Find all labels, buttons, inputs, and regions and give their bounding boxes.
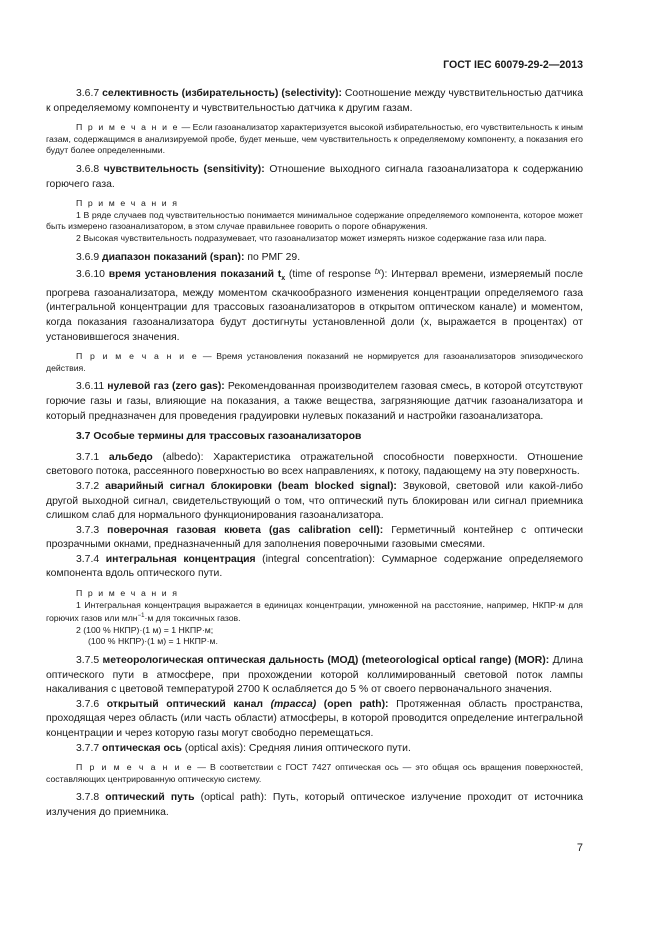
clause-number: 3.7.1 <box>76 451 100 463</box>
definition: Длина оптического пути в атмосфере, при прохождении которой коллимированный световой поток лампы накаливания с цветовой температурой 2700 К ослабляется до 5 % от своего первоначального значения. <box>46 654 584 696</box>
clause-3-7-2 <box>46 480 583 524</box>
notes-label: П р и м е ч а н и я <box>76 588 179 599</box>
term: оптический путь <box>105 792 195 804</box>
definition: (optical axis): Средняя линия оптического пути. <box>181 742 411 754</box>
clause-3-7-5 <box>46 654 583 698</box>
document-body <box>46 87 583 820</box>
note-text: — В соответствии с ГОСТ 7427 оптическая ось — это общая ось вращения поверхностей, составляющих центрированную оптическую систему. <box>46 762 584 784</box>
term: метеорологическая оптическая дальность (МОД) (meteorological optical range) (MOR): <box>102 654 550 666</box>
clause-3-7-1 <box>46 451 583 480</box>
note-label: П р и м е ч а н и е <box>76 122 180 133</box>
definition: Герметичный контейнер с оптически прозрачными окнами, предназначенный для заполнения поверочными газовыми смесями. <box>46 524 584 551</box>
term-alternative: (трасса) <box>263 698 317 710</box>
term: нулевой газ (zero gas): <box>107 381 225 393</box>
note-text: ·м для токсичных газов. <box>144 613 241 624</box>
clause-number: 3.7.4 <box>76 553 100 565</box>
term: селективность (избирательность) (selectivity): <box>102 88 342 99</box>
term: аварийный сигнал блокировки (beam blocked signal): <box>105 480 397 492</box>
clause-3-6-10 <box>46 265 583 345</box>
clause-3-7-3 <box>46 524 583 553</box>
note-item-2: 2 Высокая чувствительность подразумевает, что газоанализатор может измерять низкое содержание газа или пара. <box>76 232 547 243</box>
clause-number: 3.6.10 <box>76 269 105 281</box>
clause-number: 3.7.8 <box>76 792 100 804</box>
clause-number: 3.7.5 <box>76 654 100 666</box>
term-symbol: tx <box>374 267 382 277</box>
clause-3-7-8 <box>46 791 583 820</box>
term-text: время установления показаний t <box>108 269 282 281</box>
term: диапазон показаний (span): <box>102 251 245 263</box>
term-subscript: x <box>281 275 286 283</box>
document-header: ГОСТ IEC 60079-29-2—2013 <box>443 59 583 71</box>
term: оптическая ось <box>102 742 182 754</box>
clause-3-6-7 <box>46 87 583 116</box>
definition: (optical path): Путь, который оптическое излучение проходит от источника излучения до приемника. <box>46 792 584 818</box>
clause-3-7-6 <box>46 698 583 742</box>
term-english: (open path): <box>316 698 389 710</box>
note-3-7-7 <box>46 762 583 785</box>
clause-number: 3.7.6 <box>76 698 100 710</box>
clause-number: 3.7.2 <box>76 480 100 492</box>
note-text: 1 Интегральная концентрация выражается в единицах концентрации, умноженной на расстояние, например, НКПР·м для горючих газов или млн <box>46 599 583 624</box>
note-item-3: (100 % НКПР)·(1 м) = 1 НКПР·м. <box>88 636 218 647</box>
term <box>108 269 286 283</box>
note-3-6-7 <box>46 122 583 157</box>
clause-3-7-7 <box>46 742 583 757</box>
note-label: П р и м е ч а н и е <box>76 762 194 773</box>
term: чувствительность (sensitivity): <box>103 163 265 175</box>
note-item-2: 2 (100 % НКПР)·(1 м) = 1 НКПР·м; <box>76 624 214 635</box>
definition: (integral concentration): Суммарное содержание определяемого компонента вдоль оптического пути. <box>46 553 583 580</box>
clause-3-6-11 <box>46 380 583 424</box>
note-label: П р и м е ч а н и е <box>76 351 199 362</box>
definition: Отношение выходного сигнала газоанализатора к содержанию горючего газа. <box>46 163 583 190</box>
clause-number: 3.6.8 <box>76 163 100 175</box>
definition: Звуковой, световой или какой-либо другой выходной сигнал, свидетельствующий о том, что оптический путь блокирован или сигнал приемника слишком слаб для нормального функционирования газоанализатора. <box>46 480 584 522</box>
definition: Рекомендованная производителем газовая смесь, в которой отсутствуют горючие газы и газы, влияющие на показания, а также вещества, загрязняющие датчик газоанализатора и который предназначен для проведения градуировки нулевых показаний и настройки газоанализатора. <box>46 381 583 422</box>
definition: Протяженная область пространства, проходящая через область (или часть области) атмосферы, в которой проводится определение интегральной концентрации и через которую газы могут свободно перемещаться. <box>46 698 584 739</box>
note-item-1: 1 В ряде случаев под чувствительностью понимается минимальное содержание определяемого компонента, которое может быть измерено газоанализатором, в этом случае правильнее говорить о пороге обнаружения. <box>46 209 583 232</box>
clause-3-6-8 <box>46 163 583 192</box>
note-3-6-10 <box>46 351 583 374</box>
note-item-1 <box>46 600 583 625</box>
page-number: 7 <box>576 842 583 854</box>
note-text: — Если газоанализатор характеризуется высокой избирательностью, его чувствительность к иным газам, содержащимся в анализируемой пробе, будет меньше, чем чувствительность к определяемому компоненту, а показания его будут более определенными. <box>46 122 583 156</box>
section-heading: 3.7 Особые термины для трассовых газоанализаторов <box>76 431 362 443</box>
note-superscript: −1 <box>137 613 145 620</box>
term-english: (time of response <box>285 269 375 281</box>
clause-number: 3.6.9 <box>76 251 100 263</box>
definition: Соотношение между чувствительностью датчика к определяемому компоненту и чувствительностью датчика к другим газам. <box>46 88 583 114</box>
definition: (albedo): Характеристика отражательной способности поверхности. Отношение светового потока, рассеянного поверхностью во всех направлениях, к потоку, падающему на эту поверхность. <box>46 451 583 478</box>
clause-number: 3.7.3 <box>76 524 100 536</box>
clause-3-7-4 <box>46 553 583 582</box>
term: открытый оптический канал <box>106 698 263 710</box>
clause-number: 3.6.11 <box>76 381 105 393</box>
term: альбедо <box>108 451 153 463</box>
definition: по РМГ 29. <box>244 251 301 263</box>
term: интегральная концентрация <box>105 553 256 565</box>
clause-3-6-9 <box>46 251 583 266</box>
definition: ): Интервал времени, измеряемый после прогрева газоанализатора, между моментом скачкообразного изменения концентрации определяемого газа (интегральной концентрации для трассовых газоанализаторов в открытом оптическом канале) и моментом, когда показания газоанализатора будут достигнуты установленной доли (x, выражается в процентах) от установившегося значения. <box>46 269 583 343</box>
clause-number: 3.7.7 <box>76 742 100 754</box>
note-text: — Время установления показаний не нормируется для газоанализаторов эпизодического действия. <box>46 351 583 373</box>
clause-number: 3.6.7 <box>76 88 100 99</box>
term: поверочная газовая кювета (gas calibration cell): <box>107 524 384 536</box>
notes-label: П р и м е ч а н и я <box>76 198 179 209</box>
